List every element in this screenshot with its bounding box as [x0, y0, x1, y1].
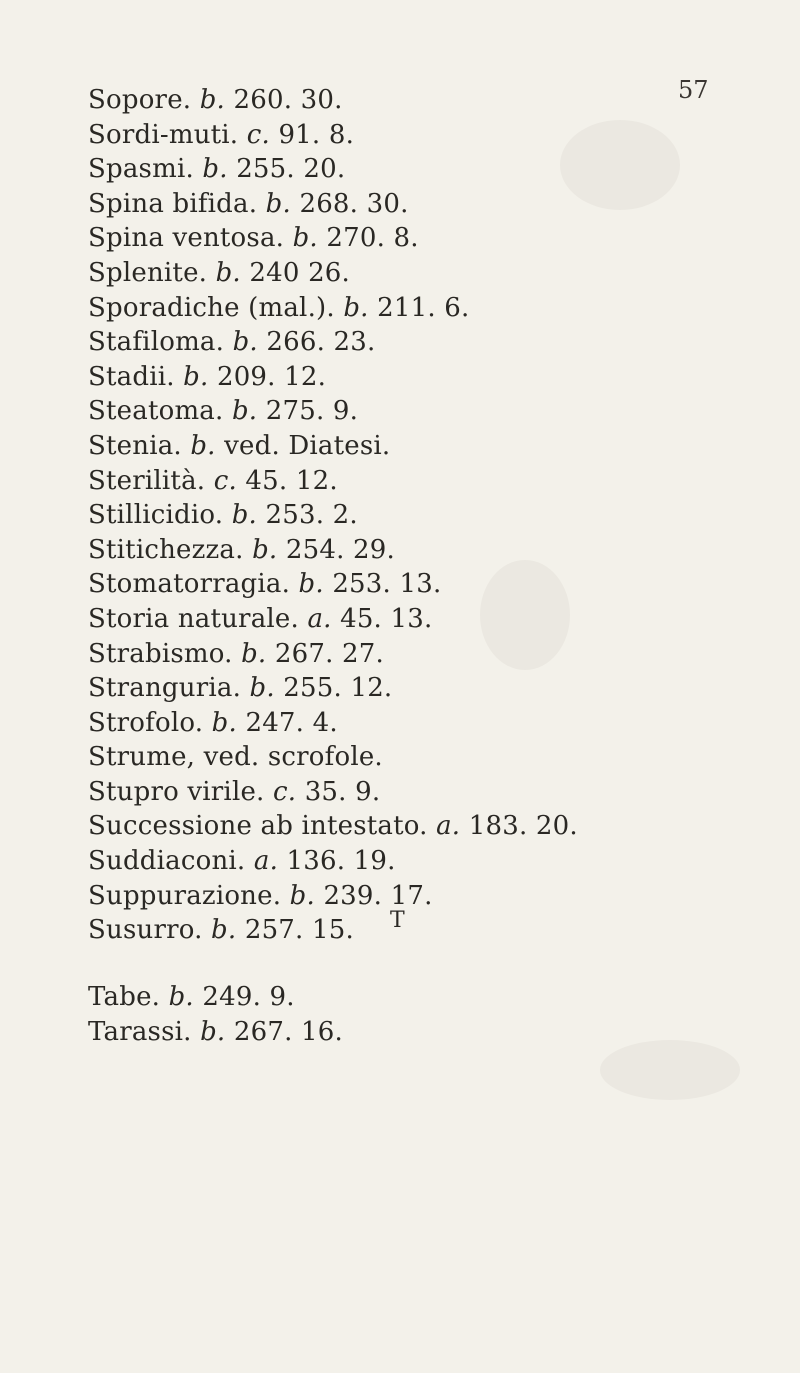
entry-volume: b. [211, 707, 237, 738]
entry-reference: 266. 23. [266, 327, 376, 358]
index-entry [88, 740, 578, 775]
index-entry [88, 706, 578, 741]
index-entry [88, 809, 578, 844]
entry-volume: b. [232, 327, 258, 358]
entry-reference: 209. 12. [216, 361, 327, 392]
entry-volume: b. [183, 361, 209, 392]
entry-volume: b. [252, 534, 278, 565]
entry-reference: 260. 30. [233, 85, 343, 115]
entry-term: Stadii. [88, 361, 175, 392]
index-entry [88, 394, 578, 429]
index-entry [88, 83, 578, 118]
entry-reference: 267. 16. [233, 1016, 343, 1047]
entry-term: Stitichezza. [88, 534, 244, 565]
index-entry [88, 671, 578, 706]
index-entry [88, 325, 578, 360]
index-entry [88, 464, 578, 499]
index-entry [88, 913, 578, 948]
entry-volume: b. [292, 223, 318, 254]
index-entry [88, 879, 578, 914]
entry-volume: b. [200, 1016, 226, 1047]
entry-volume: a. [436, 811, 461, 842]
entry-reference: 253. 13. [332, 569, 442, 600]
entry-volume: c. [246, 119, 270, 150]
index-entry [88, 533, 578, 568]
entry-reference: ved. Diatesi. [224, 430, 391, 461]
entry-reference: 35. 9. [304, 776, 381, 807]
entry-volume: b. [231, 500, 257, 531]
section-letter: T [390, 908, 405, 933]
entry-term: Successione ab intestato. [88, 811, 428, 842]
entry-term: Splenite. [88, 257, 208, 288]
index-entry [88, 602, 578, 637]
entry-term: Stomatorragia. [88, 569, 291, 600]
entry-term: Storia naturale. [88, 603, 299, 634]
entry-term: Strume, ved. scrofole. [88, 742, 383, 773]
entry-reference: 45. 13. [340, 603, 433, 634]
entry-volume: b. [190, 430, 216, 461]
entry-term: Suppurazione. [88, 880, 282, 911]
index-entry [88, 844, 578, 879]
entry-volume: b. [241, 638, 267, 669]
entry-reference: 267. 27. [274, 638, 384, 669]
index-entries-s [88, 83, 578, 948]
paper-stain [600, 1040, 740, 1100]
entry-reference: 255. 20. [236, 154, 346, 185]
entry-term: Stafiloma. [88, 327, 225, 358]
entry-term: Sporadiche (mal.). [88, 292, 335, 323]
entry-reference: 270. 8. [326, 223, 419, 254]
entry-reference: 254. 29. [285, 534, 395, 565]
entry-reference: 239. 17. [323, 880, 433, 911]
entry-term: Spasmi. [88, 154, 194, 185]
entry-term: Tabe. [88, 982, 161, 1012]
entry-volume: b. [289, 880, 315, 911]
entry-reference: 211. 6. [377, 292, 470, 323]
entry-term: Susurro. [88, 915, 203, 946]
entry-term: Stupro virile. [88, 776, 265, 807]
entry-volume: b. [199, 85, 226, 115]
index-entry [88, 775, 578, 810]
entry-reference: 275. 9. [265, 396, 359, 427]
entry-reference: 268. 30. [299, 188, 409, 219]
index-entry [88, 498, 578, 533]
index-entry [88, 187, 578, 222]
page-number: 57 [678, 76, 709, 104]
entry-term: Strabismo. [88, 638, 233, 669]
entry-reference: 247. 4. [245, 707, 338, 738]
index-entry [88, 360, 578, 395]
entry-term: Strofolo. [88, 707, 204, 738]
index-entries-t [88, 980, 343, 1049]
entry-reference: 240 26. [249, 257, 351, 288]
entry-reference: 257. 15. [244, 915, 354, 946]
index-entry [88, 1015, 343, 1050]
entry-reference: 253. 2. [265, 500, 358, 531]
entry-term: Suddiaconi. [88, 846, 246, 877]
entry-term: Sterilità. [88, 465, 206, 496]
index-entry [88, 567, 578, 602]
entry-reference: 255. 12. [283, 673, 393, 704]
index-entry [88, 152, 578, 187]
entry-volume: b. [249, 673, 275, 704]
index-entry [88, 980, 343, 1015]
paper-stain [560, 120, 680, 210]
entry-volume: b. [265, 188, 291, 219]
entry-volume: b. [343, 292, 369, 323]
entry-reference: 45. 12. [245, 465, 338, 496]
entry-volume: b. [298, 569, 324, 600]
entry-volume: a. [253, 846, 279, 877]
entry-volume: b. [231, 396, 258, 427]
entry-volume: b. [215, 257, 241, 288]
entry-term: Tarassi. [88, 1016, 192, 1047]
entry-reference: 91. 8. [278, 119, 355, 150]
entry-volume: b. [211, 915, 237, 946]
entry-term: Stillicidio. [88, 500, 224, 531]
index-entry [88, 221, 578, 256]
entry-term: Sordi-muti. [88, 119, 239, 150]
index-entry [88, 291, 578, 326]
entry-volume: b. [168, 982, 194, 1012]
entry-volume: a. [307, 603, 332, 634]
index-entry [88, 429, 578, 464]
entry-term: Stranguria. [88, 673, 242, 704]
entry-term: Stenia. [88, 430, 182, 461]
entry-reference: 249. 9. [202, 982, 295, 1012]
entry-term: Steatoma. [88, 396, 224, 427]
entry-volume: c. [213, 465, 237, 496]
entry-reference: 183. 20. [468, 811, 578, 842]
entry-volume: c. [272, 776, 297, 807]
entry-term: Spina bifida. [88, 188, 258, 219]
entry-term: Spina ventosa. [88, 223, 285, 254]
index-entry [88, 256, 578, 291]
entry-reference: 136. 19. [286, 846, 396, 877]
entry-volume: b. [202, 154, 228, 185]
index-entry [88, 118, 578, 153]
index-entry [88, 637, 578, 672]
entry-term: Sopore. [88, 85, 192, 115]
